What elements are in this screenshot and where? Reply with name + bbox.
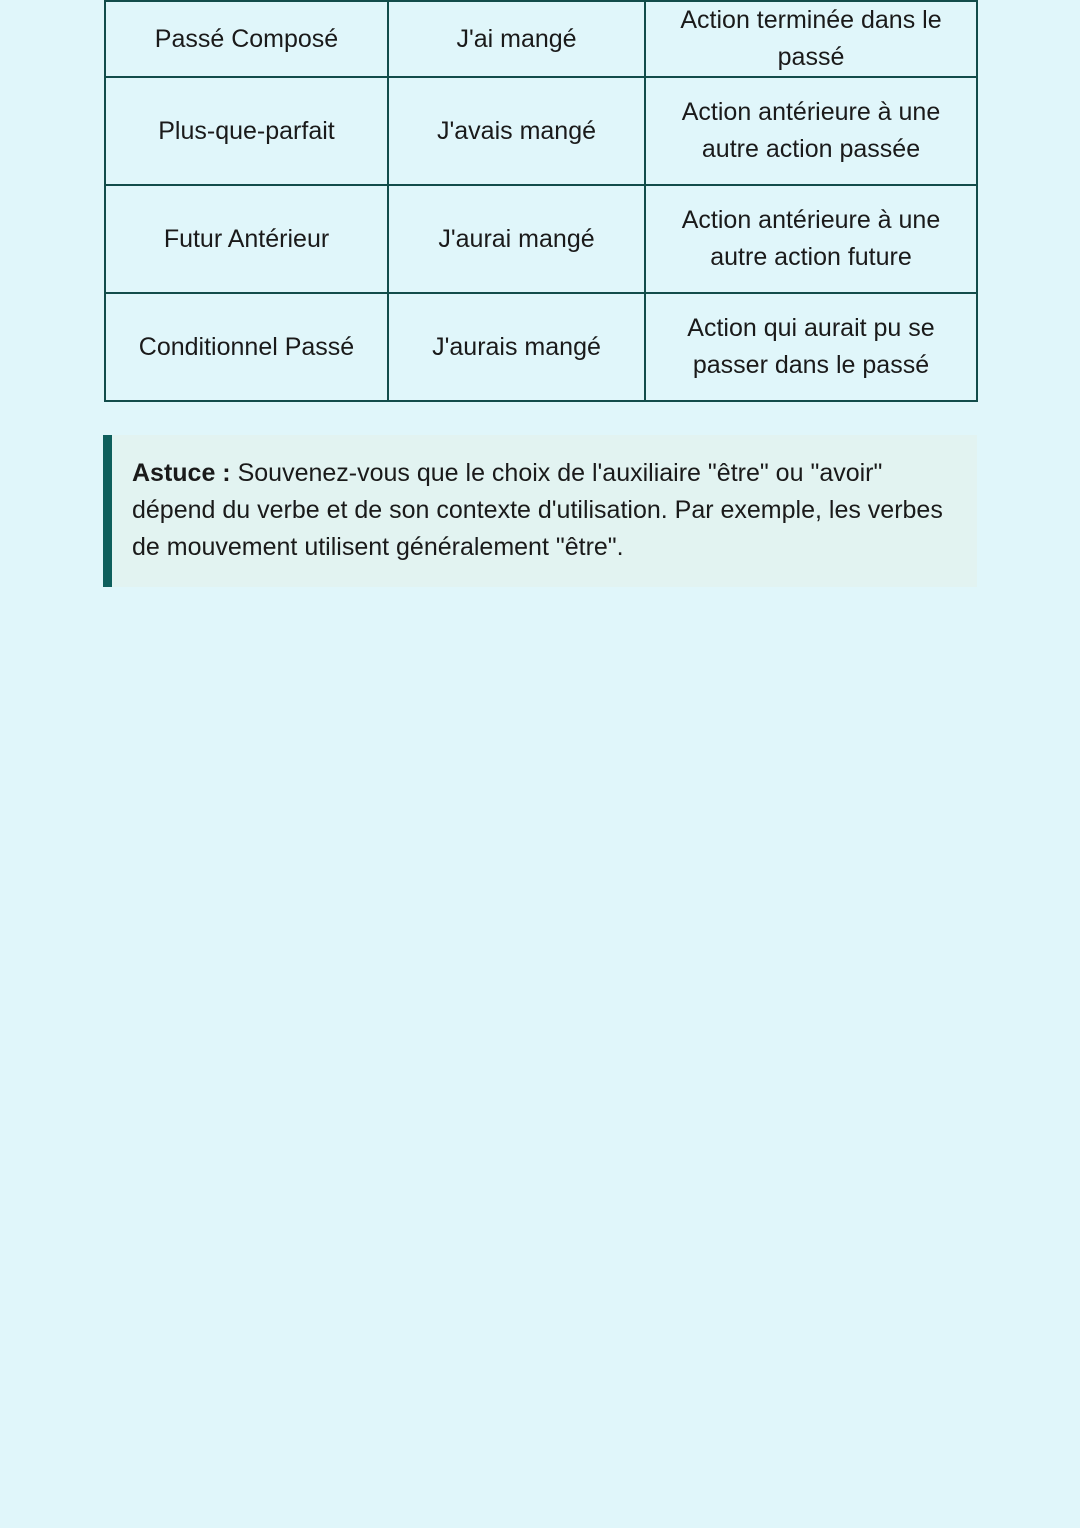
tip-label: Astuce : xyxy=(132,459,231,487)
usage-cell: Action terminée dans le passé xyxy=(645,1,977,77)
table-row xyxy=(105,1,977,77)
example-cell: J'aurai mangé xyxy=(388,185,645,293)
tense-cell: Conditionnel Passé xyxy=(105,293,388,401)
usage-cell: Action antérieure à une autre action future xyxy=(645,185,977,293)
usage-cell: Action antérieure à une autre action passée xyxy=(645,77,977,185)
tense-cell: Passé Composé xyxy=(105,1,388,77)
tip-callout xyxy=(103,435,977,587)
tense-cell: Futur Antérieur xyxy=(105,185,388,293)
example-cell: J'ai mangé xyxy=(388,1,645,77)
table-row xyxy=(105,77,977,185)
tense-cell: Plus-que-parfait xyxy=(105,77,388,185)
example-cell: J'avais mangé xyxy=(388,77,645,185)
table-row xyxy=(105,185,977,293)
tip-text: Souvenez-vous que le choix de l'auxiliaire "être" ou "avoir" dépend du verbe et de son contexte d'utilisation. Par exemple, les verbes de mouvement utilisent généralement "être". xyxy=(132,459,943,561)
tense-table xyxy=(104,0,978,402)
usage-cell: Action qui aurait pu se passer dans le passé xyxy=(645,293,977,401)
table-row xyxy=(105,293,977,401)
example-cell: J'aurais mangé xyxy=(388,293,645,401)
